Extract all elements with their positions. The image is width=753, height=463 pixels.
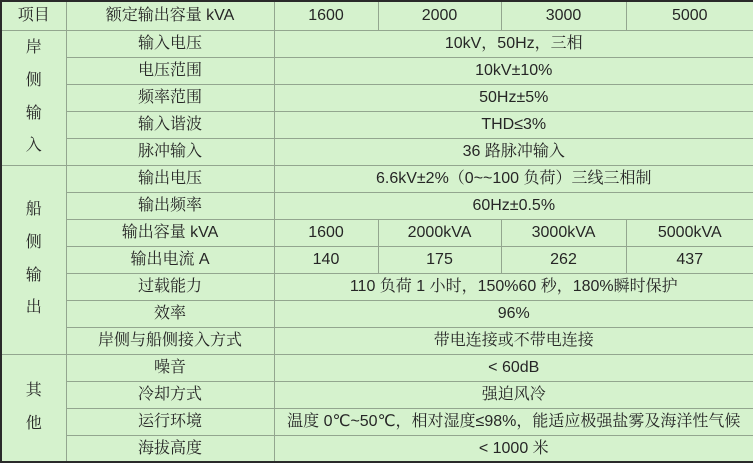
row-label: 输出频率: [66, 192, 274, 219]
row-value: 强迫风冷: [274, 381, 753, 408]
row-label: 输出容量 kVA: [66, 219, 274, 246]
row-label: 脉冲输入: [66, 138, 274, 165]
header-param: 额定输出容量 kVA: [66, 1, 274, 30]
row-label: 输出电压: [66, 165, 274, 192]
row-label: 海拔高度: [66, 435, 274, 462]
row-cell: 2000kVA: [378, 219, 501, 246]
row-cell: 1600: [274, 219, 378, 246]
row-value: < 60dB: [274, 354, 753, 381]
capacity-header: 3000: [501, 1, 626, 30]
row-cell: 3000kVA: [501, 219, 626, 246]
section-label-shore-input: 岸侧输入: [1, 30, 66, 165]
row-cell: 175: [378, 246, 501, 273]
section-label-other: 其他: [1, 354, 66, 462]
row-cell: 262: [501, 246, 626, 273]
row-label: 岸侧与船侧接入方式: [66, 327, 274, 354]
row-value: 10kV±10%: [274, 57, 753, 84]
row-cell: 437: [626, 246, 753, 273]
row-value: 带电连接或不带电连接: [274, 327, 753, 354]
row-label: 过载能力: [66, 273, 274, 300]
row-value: 10kV，50Hz，三相: [274, 30, 753, 57]
row-value: 60Hz±0.5%: [274, 192, 753, 219]
row-label: 运行环境: [66, 408, 274, 435]
capacity-header: 1600: [274, 1, 378, 30]
row-label: 输入谐波: [66, 111, 274, 138]
header-project: 项目: [1, 1, 66, 30]
row-label: 输入电压: [66, 30, 274, 57]
section-label-ship-output: 船侧输出: [1, 165, 66, 354]
row-label: 电压范围: [66, 57, 274, 84]
row-label: 频率范围: [66, 84, 274, 111]
capacity-header: 2000: [378, 1, 501, 30]
row-value: 36 路脉冲输入: [274, 138, 753, 165]
row-value: 6.6kV±2%（0~~100 负荷）三线三相制: [274, 165, 753, 192]
row-value: THD≤3%: [274, 111, 753, 138]
row-label: 输出电流 A: [66, 246, 274, 273]
row-value: < 1000 米: [274, 435, 753, 462]
row-value: 50Hz±5%: [274, 84, 753, 111]
row-cell: 140: [274, 246, 378, 273]
row-label: 效率: [66, 300, 274, 327]
row-value: 96%: [274, 300, 753, 327]
capacity-header: 5000: [626, 1, 753, 30]
row-cell: 5000kVA: [626, 219, 753, 246]
row-value: 温度 0℃~50℃，相对湿度≤98%，能适应极强盐雾及海洋性气候: [274, 408, 753, 435]
row-label: 冷却方式: [66, 381, 274, 408]
row-value: 110 负荷 1 小时，150%60 秒，180%瞬时保护: [274, 273, 753, 300]
row-label: 噪音: [66, 354, 274, 381]
